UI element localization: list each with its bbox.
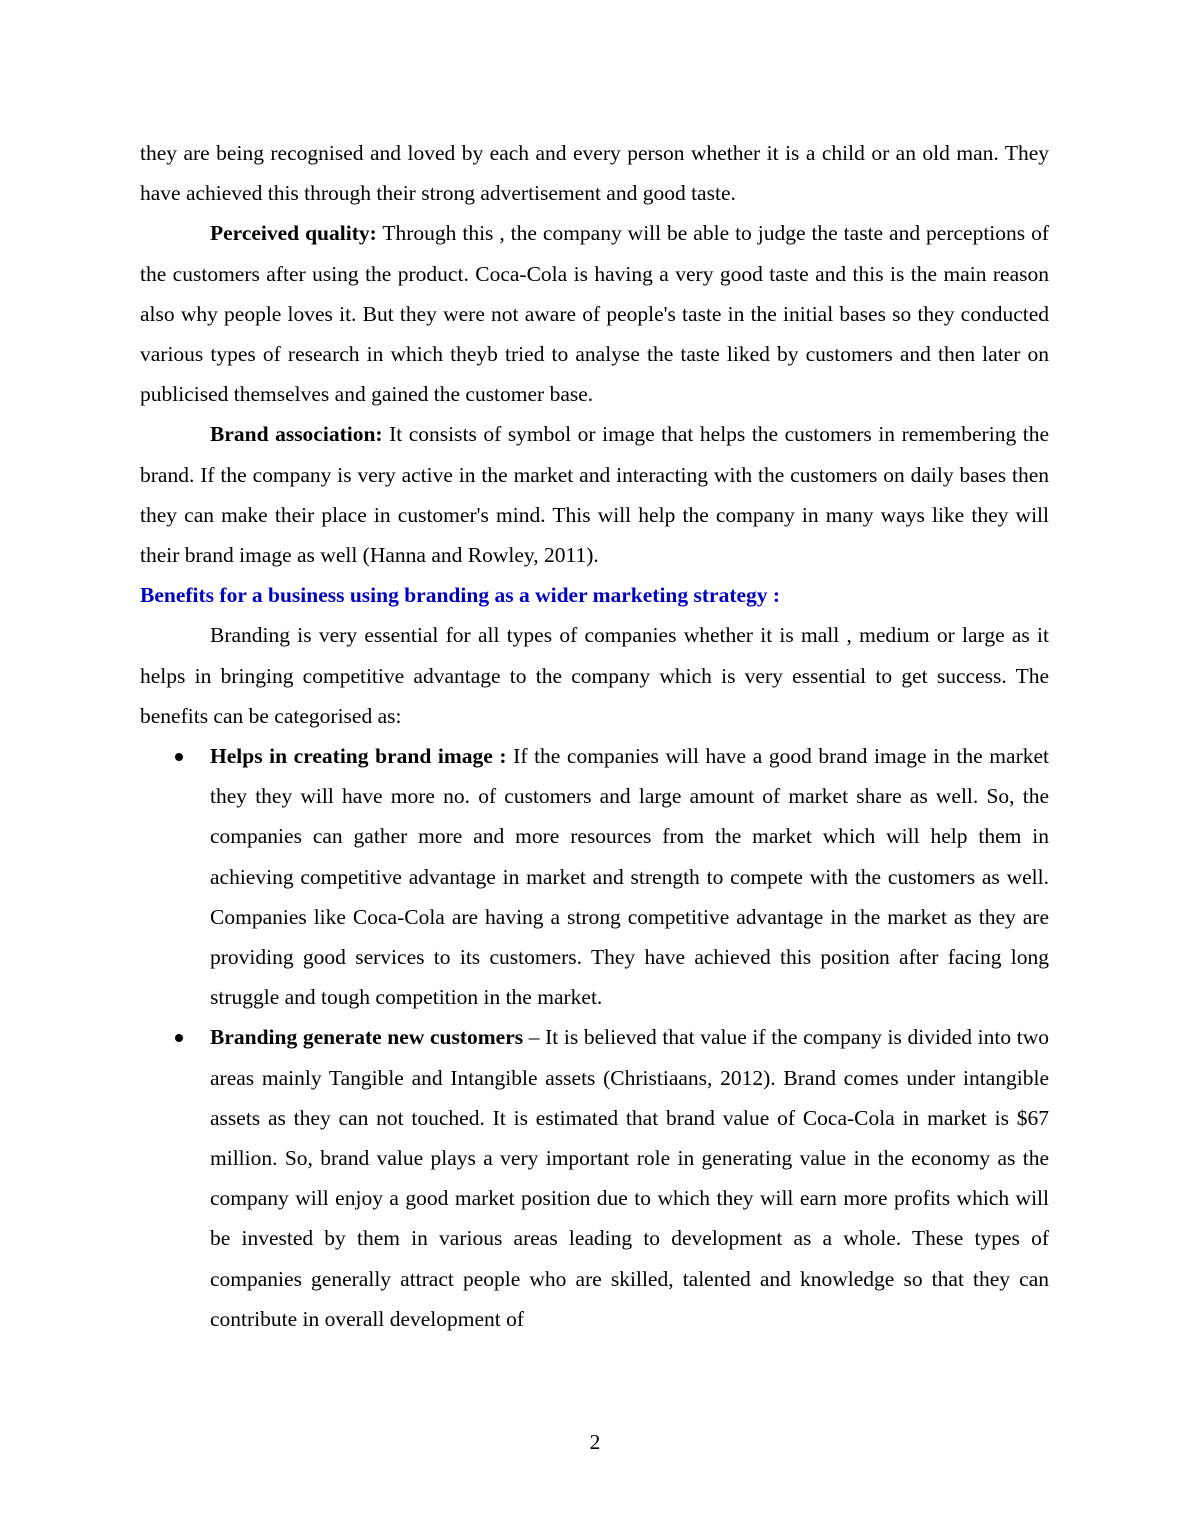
brand-association-text: It consists of symbol or image that helps the customers in remembering the brand. If the company is very active in the market and interacting with the customers on daily bases then they can make their place in customer's mind. This will help the company in many ways like they will their brand image as well (Hanna and Rowley, 2011). [140, 422, 1049, 568]
bullet-icon [175, 753, 183, 761]
branding-essential-text: Branding is very essential for all types of companies whether it is mall , medium or large as it helps in bringing competitive advantage to the company which is very essential to get success. The benefits can be categorised as: [140, 623, 1049, 728]
benefits-list [140, 736, 1049, 1339]
bullet-text: If the companies will have a good brand image in the market they they will have more no. of customers and large amount of market share as well. So, the companies can gather more and more resources from the market which will help them in achieving competitive advantage in market and strength to compete with the customers as well. Companies like Coca-Cola are having a strong competitive advantage in the market as they are providing good services to its customers. They have achieved this position after facing long struggle and tough competition in the market. [210, 744, 1049, 1010]
paragraph-brand-association [140, 414, 1049, 575]
paragraph-branding-essential [140, 615, 1049, 736]
paragraph-perceived-quality [140, 213, 1049, 414]
perceived-quality-text: Through this , the company will be able to judge the taste and perceptions of the customers after using the product. Coca-Cola is having a very good taste and this is the main reason also why people loves it. But they were not aware of people's taste in the initial bases so they conducted various types of research in which theyb tried to analyse the taste liked by customers and then later on publicised themselves and gained the customer base. [140, 221, 1049, 407]
paragraph-intro-text: they are being recognised and loved by each and every person whether it is a child or an old man. They have achieved this through their strong advertisement and good taste. [140, 141, 1049, 206]
list-item [140, 736, 1049, 1017]
bullet-label: Branding generate new customers [210, 1025, 524, 1050]
brand-association-label: Brand association: [210, 422, 383, 447]
bullet-text: – It is believed that value if the company is divided into two areas mainly Tangible and Intangible assets (Christiaans, 2012). Brand comes under intangible assets as they can not touched. It is estimated that brand value of Coca-Cola in market is $67 million. So, brand value plays a very important role in generating value in the economy as the company will enjoy a good market position due to which they will earn more profits which will be invested by them in various areas leading to development as a whole. These types of companies generally attract people who are skilled, talented and knowledge so that they can contribute in overall development of [210, 1025, 1049, 1331]
bullet-icon [175, 1034, 183, 1042]
bullet-label: Helps in creating brand image : [210, 744, 507, 769]
section-heading: Benefits for a business using branding as a wider marketing strategy : [140, 583, 781, 608]
page-number: 2 [589, 1430, 601, 1454]
list-item [140, 1017, 1049, 1339]
document-body [140, 133, 1049, 1339]
paragraph-intro [140, 133, 1049, 213]
perceived-quality-label: Perceived quality: [210, 221, 377, 246]
